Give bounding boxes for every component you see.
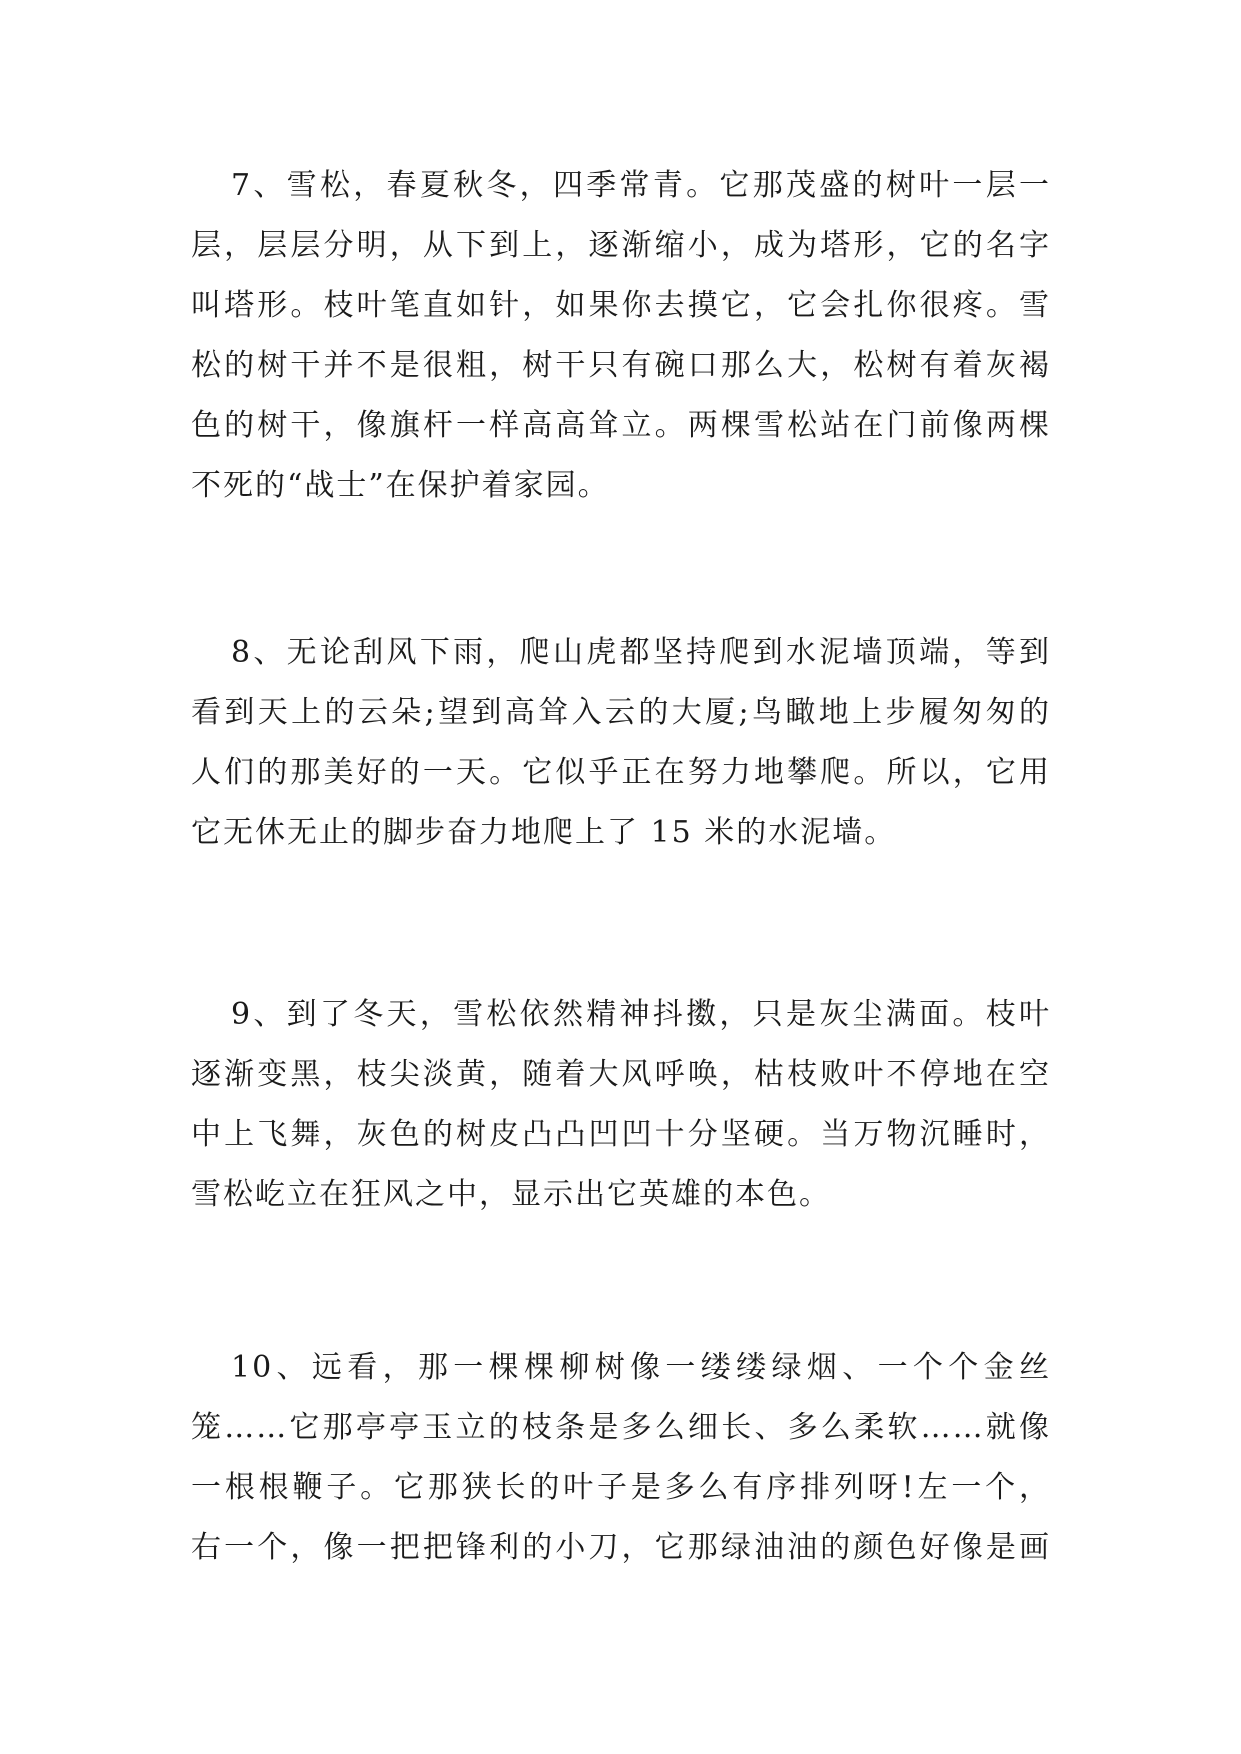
- paragraph-line: 它无休无止的脚步奋力地爬上了 15 米的水泥墙。: [191, 815, 897, 850]
- paragraph-line: 笼……它那亭亭玉立的枝条是多么细长、多么柔软……就像: [191, 1410, 1051, 1445]
- paragraph-7: [191, 156, 1051, 516]
- paragraph-line: 松的树干并不是很粗，树干只有碗口那么大，松树有着灰褐: [191, 348, 1051, 383]
- paragraph-line: 叫塔形。枝叶笔直如针，如果你去摸它，它会扎你很疼。雪: [191, 288, 1051, 323]
- paragraph-line: 8、无论刮风下雨，爬山虎都坚持爬到水泥墙顶端，等到: [231, 635, 1051, 670]
- paragraph-8: [191, 623, 1051, 863]
- paragraph-line: 一根根鞭子。它那狭长的叶子是多么有序排列呀!左一个，: [191, 1470, 1051, 1505]
- paragraph-line: 色的树干，像旗杆一样高高耸立。两棵雪松站在门前像两棵: [191, 408, 1051, 443]
- paragraph-line: 右一个，像一把把锋利的小刀，它那绿油油的颜色好像是画: [191, 1530, 1051, 1565]
- paragraph-line: 不死的“战士”在保护着家园。: [191, 468, 610, 503]
- paragraph-line: 逐渐变黑，枝尖淡黄，随着大风呼唤，枯枝败叶不停地在空: [191, 1057, 1051, 1092]
- paragraph-line: 层，层层分明，从下到上，逐渐缩小，成为塔形，它的名字: [191, 228, 1051, 263]
- paragraph-line: 9、到了冬天，雪松依然精神抖擞，只是灰尘满面。枝叶: [231, 997, 1051, 1032]
- paragraph-line: 7、雪松，春夏秋冬，四季常青。它那茂盛的树叶一层一: [231, 168, 1051, 203]
- paragraph-line: 人们的那美好的一天。它似乎正在努力地攀爬。所以，它用: [191, 755, 1051, 790]
- paragraph-line: 雪松屹立在狂风之中，显示出它英雄的本色。: [191, 1177, 831, 1212]
- paragraph-line: 看到天上的云朵;望到高耸入云的大厦;鸟瞰地上步履匆匆的: [191, 695, 1051, 730]
- paragraph-10: [191, 1338, 1051, 1578]
- paragraph-line: 中上飞舞，灰色的树皮凸凸凹凹十分坚硬。当万物沉睡时，: [191, 1117, 1051, 1152]
- paragraph-line: 10、远看，那一棵棵柳树像一缕缕绿烟、一个个金丝: [231, 1350, 1051, 1385]
- paragraph-9: [191, 985, 1051, 1225]
